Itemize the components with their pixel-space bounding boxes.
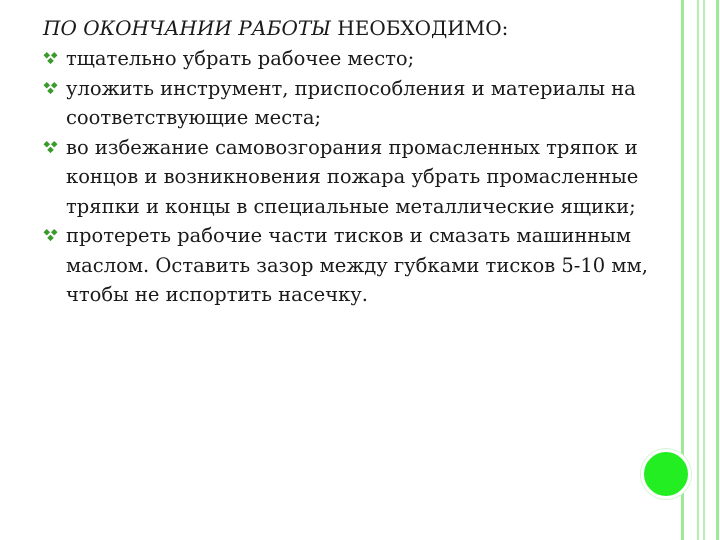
diamond-bullet-icon [43, 140, 58, 155]
list-item [43, 44, 653, 74]
list-item-text: тщательно убрать рабочее место; [66, 47, 415, 70]
list-item-text: во избежание самовозгорания промасленных тряпок и концов и возникновения пожара убрать промасленные тряпки и концы в специальные металлические ящики; [66, 135, 639, 218]
list-item-text: протереть рабочие части тисков и смазать машинным маслом. Оставить зазор между губками тисков 5-10 мм, чтобы не испортить насечку. [66, 224, 648, 306]
slide-content [43, 14, 653, 310]
green-circle-ornament [641, 449, 691, 499]
diamond-bullet-icon [43, 81, 58, 96]
list-item-text: уложить инструмент, приспособления и материалы на соответствующие места; [66, 76, 636, 129]
diamond-bullet-icon [43, 51, 58, 66]
decorative-frame-inner [697, 0, 705, 540]
list-item [43, 133, 653, 222]
slide-title [43, 14, 653, 42]
bullet-list [43, 44, 653, 310]
list-item [43, 221, 653, 310]
diamond-bullet-icon [43, 228, 58, 243]
list-item [43, 74, 653, 133]
slide-title-italic: ПО ОКОНЧАНИИ РАБОТЫ [43, 16, 331, 40]
slide-title-rest: НЕОБХОДИМО: [330, 16, 509, 40]
